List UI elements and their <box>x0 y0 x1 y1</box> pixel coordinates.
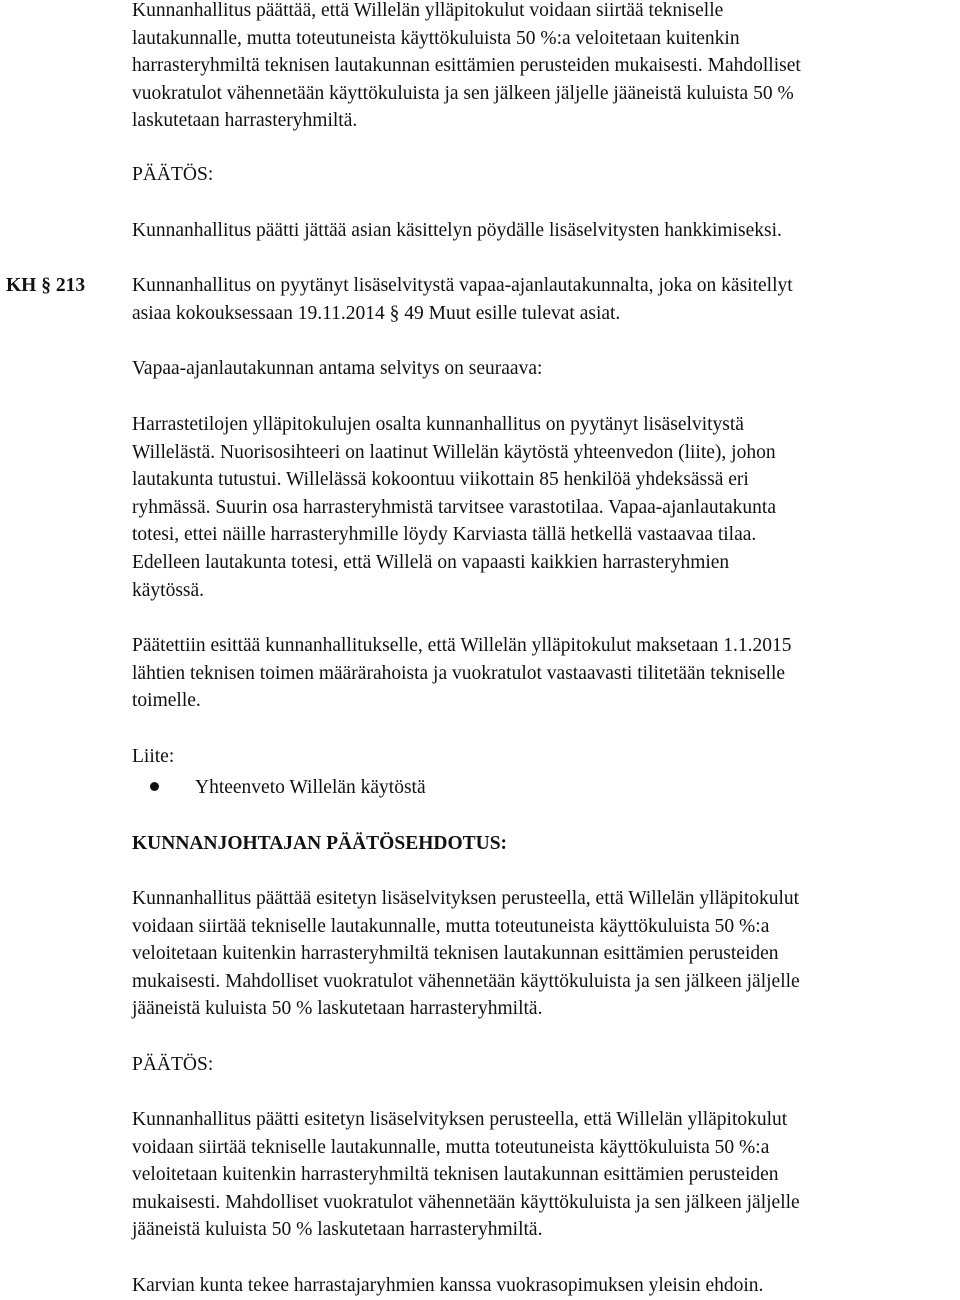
attachment-list-item <box>150 774 426 802</box>
paragraph-line: Edelleen lautakunta totesi, että Willelä on vapaasti kaikkien harrasteryhmien <box>132 551 730 573</box>
paragraph-line: lähtien teknisen toimen määrärahoista ja vuokratulot vastaavasti tilitetään tekniselle <box>132 662 786 684</box>
paragraph-line: Kunnanhallitus päättää esitetyn lisäselvityksen perusteella, että Willelän ylläpitokulut <box>132 888 800 909</box>
paragraph-line: asiaa kokouksessaan 19.11.2014 § 49 Muut esille tulevat asiat. <box>132 302 621 324</box>
paragraph-line: totesi, ettei näille harrasteryhmille löydy Karviasta tällä hetkellä vastaavaa tilaa. <box>132 524 757 546</box>
paragraph-line: Kunnanhallitus on pyytänyt lisäselvitystä vapaa-ajanlautakunnalta, joka on käsitellyt <box>132 275 793 296</box>
paragraph-line: Willelästä. Nuorisosihteeri on laatinut Willelän käytöstä yhteenvedon (liite), johon <box>132 441 776 463</box>
paragraph-line: harrasteryhmiltä teknisen lautakunnan esittämien perusteiden mukaisesti. Mahdolliset <box>132 55 801 77</box>
paragraph-line: Päätettiin esittää kunnanhallitukselle, että Willelän ylläpitokulut maksetaan 1.1.2015 <box>132 635 792 656</box>
paragraph-line: jääneistä kuluista 50 % laskutetaan harrasteryhmiltä. <box>132 998 543 1020</box>
manager-proposal-paragraph <box>132 885 954 1023</box>
paragraph-line: jääneistä kuluista 50 % laskutetaan harrasteryhmiltä. <box>132 1219 543 1241</box>
section-label: KH § 213 <box>6 275 86 296</box>
decision-text: Kunnanhallitus päätti jättää asian käsittelyn pöydälle lisäselvitysten hankkimiseksi. <box>132 220 782 241</box>
paragraph-line: Kunnanhallitus päättää, että Willelän ylläpitokulut voidaan siirtää tekniselle <box>132 0 724 21</box>
statement-intro: Vapaa-ajanlautakunnan antama selvitys on seuraava: <box>132 358 543 379</box>
paragraph-line: ryhmässä. Suurin osa harrasteryhmistä tarvitsee varastotilaa. Vapaa-ajanlautakunta <box>132 496 776 518</box>
paragraph-line: vuokratulot vähennetään käyttökuluista ja sen jälkeen jäljelle jääneistä kuluista 50 % <box>132 82 794 104</box>
manager-proposal-heading: KUNNANJOHTAJAN PÄÄTÖSEHDOTUS: <box>132 833 508 854</box>
decision-heading: PÄÄTÖS: <box>132 164 214 185</box>
paragraph-line: voidaan siirtää tekniselle lautakunnalle, mutta toteutuneista käyttökuluista 50 %:a <box>132 915 770 937</box>
attachment-label: Liite: <box>132 746 175 767</box>
decision-paragraph <box>132 1106 954 1244</box>
paragraph-line: lautakunta tutustui. Willelässä kokoontuu viikottain 85 henkilöä yhdeksässä eri <box>132 469 749 491</box>
paragraph-line: toimelle. <box>132 690 201 712</box>
paragraph-line: veloitetaan kuitenkin harrasteryhmiltä teknisen lautakunnan esittämien perusteiden <box>132 1164 779 1186</box>
paragraph-line: käytössä. <box>132 579 205 601</box>
paragraph-line: voidaan siirtää tekniselle lautakunnalle, mutta toteutuneista käyttökuluista 50 %:a <box>132 1136 770 1158</box>
attachment-item-text: Yhteenveto Willelän käytöstä <box>195 777 426 798</box>
paragraph-line: mukaisesti. Mahdolliset vuokratulot vähennetään käyttökuluista ja sen jälkeen jäljelle <box>132 970 800 992</box>
section-paragraph <box>132 272 954 327</box>
decision-heading: PÄÄTÖS: <box>132 1054 214 1075</box>
paragraph-line: Kunnanhallitus päätti esitetyn lisäselvityksen perusteella, että Willelän ylläpitokulut <box>132 1109 788 1130</box>
paragraph-line: mukaisesti. Mahdolliset vuokratulot vähennetään käyttökuluista ja sen jälkeen jäljelle <box>132 1191 800 1213</box>
closing-line: Karvian kunta tekee harrastajaryhmien kanssa vuokrasopimuksen yleisin ehdoin. <box>132 1275 764 1296</box>
paragraph-line: Harrastetilojen ylläpitokulujen osalta kunnanhallitus on pyytänyt lisäselvitystä <box>132 414 744 435</box>
paragraph-line: laskutetaan harrasteryhmiltä. <box>132 110 358 132</box>
intro-paragraph <box>132 0 954 135</box>
paragraph-line: veloitetaan kuitenkin harrasteryhmiltä teknisen lautakunnan esittämien perusteiden <box>132 943 779 965</box>
bullet-icon <box>150 782 159 791</box>
paragraph-line: lautakunnalle, mutta toteutuneista käyttökuluista 50 %:a veloitetaan kuitenkin <box>132 27 740 49</box>
statement-paragraph <box>132 411 954 604</box>
proposal-paragraph <box>132 632 954 715</box>
